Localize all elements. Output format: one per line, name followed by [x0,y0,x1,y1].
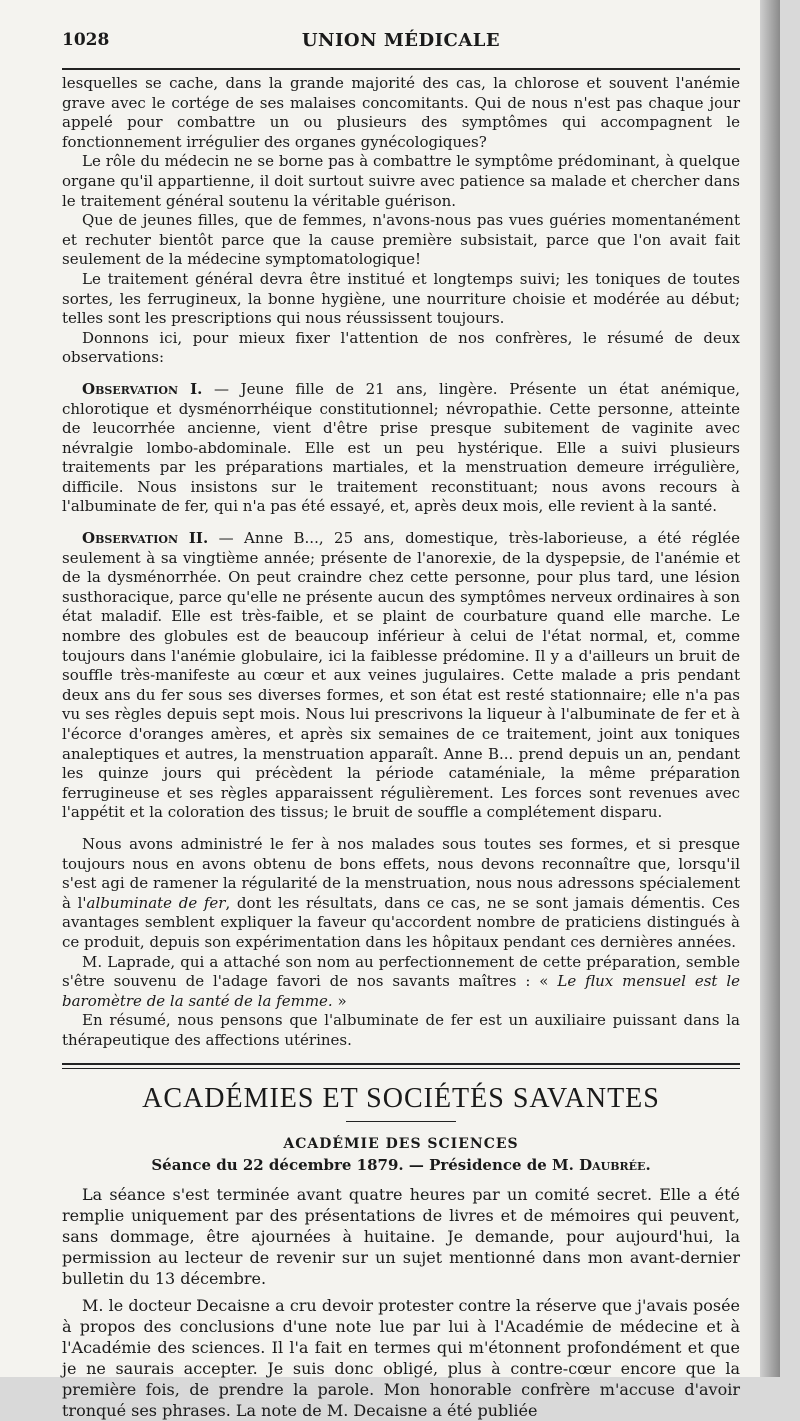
section-divider [62,1063,740,1069]
observation-label: Observation I. [82,379,203,398]
spacer [62,823,740,835]
paragraph [62,835,740,953]
president-name: Daubrée [579,1155,646,1174]
text-run: Séance du 22 décembre 1879. — Présidence de M. [151,1155,580,1174]
header-rule [62,68,740,70]
text-run: » [332,991,347,1010]
observation-text: — Jeune fille de 21 ans, lingère. Présente un état anémique, chlorotique et dysménorrhéique constitutionnel; névropathie. Cette personne, atteinte de leucorrhée ancienne, vient d'être prise presque subitement de vaginite avec névralgie lombo-abdominale. Elle est un peu hystérique. Elle a suivi plusieurs traitements par les préparations martiales, et la menstruation demeure irrégulière, difficile. Nous insistons sur le traitement reconstituant; nous avons recours à l'albuminate de fer, qui n'a pas été essayé, et, après deux mois, elle revient à la santé. [62,379,740,516]
title-rule [346,1121,456,1122]
spacer [62,517,740,529]
paragraph: La séance s'est terminée avant quatre heures par un comité secret. Elle a été remplie uniquement par des présentations de livres et de mémoires qui peuvent, sans dommage, être ajournées à huitaine. Je demande, pour aujourd'hui, la permission au lecteur de revenir sur un sujet mentionné dans mon avant-dernier bulletin du 13 décembre. [62,1184,740,1288]
observation-1 [62,380,740,517]
paragraph [62,953,740,1012]
text-run: M. Laprade, qui a attaché son nom au perfectionnement de cette préparation, semble s'être souvenu de l'adage favori de nos savants maîtres : « [62,952,740,991]
paragraph: En résumé, nous pensons que l'albuminate de fer est un auxiliaire puissant dans la thérapeutique des affections utérines. [62,1011,740,1049]
observation-text: — Anne B..., 25 ans, domestique, très-laborieuse, a été réglée seulement à sa vingtième année; présente de l'anorexie, de la dyspepsie, de l'anémie et de la dysménorrhée. On peut craindre chez cette personne, pour plus tard, une lésion susthoracique, parce qu'elle ne présente aucun des symptômes nerveux ordinaires à son état maladif. Elle est très-faible, et se plaint de courbature quand elle marche. Le nombre des globules est de beaucoup inférieur à celui de l'état normal, et, comme toujours dans l'anémie globulaire, ici la faiblesse prédomine. Il y a d'ailleurs un bruit de souffle très-manifeste au cœur et aux veines jugulaires. Cette malade a pris pendant deux ans du fer sous ses diverses formes, et son état est resté stationnaire; elle n'a pas vu ses règles depuis sept mois. Nous lui prescrivons la liqueur à l'albuminate de fer et à l'écorce d'oranges amères, et après six semaines de ce traitement, joint aux toniques analeptiques et autres, la menstruation apparaît. Anne B... prend depuis un an, pendant les quinze jours qui précèdent la période cataméniale, la même préparation ferrugineuse et ses règles apparaissent régulièrement. Les forces sont revenues avec l'appétit et la coloration des tissus; le bruit de souffle a complétement disparu. [62,529,740,822]
page-number: 1028 [62,30,110,50]
page-header [62,30,740,66]
text-run: , dont les résultats, dans ce cas, ne se sont jamais démentis. Ces avantages semblent expliquer la faveur qu'accordent nombre de praticiens distingués à ce produit, depuis son expérimentation dans les hôpitaux pendant ces dernières années. [62,893,740,951]
paragraph: M. le docteur Decaisne a cru devoir protester contre la réserve que j'avais posée à propos des conclusions d'une note lue par lui à l'Académie de médecine et à l'Académie des sciences. Il l'a fait en termes qui m'étonnent profondément et que je ne saurais accepter. Je suis donc obligé, plus à contre-cœur encore que la première fois, de prendre la parole. Mon honorable confrère m'accuse d'avoir tronqué ses phrases. La note de M. Decaisne a été publiée [62,1295,740,1420]
italic-text: albuminate de fer [86,893,226,912]
paragraph: Le traitement général devra être institué et longtemps suivi; les toniques de toutes sortes, les ferrugineux, la bonne hygiène, une nourriture choisie et modérée au début; telles sont les prescriptions qui nous réussissent toujours. [62,269,740,328]
observation-label: Observation II. [82,529,209,548]
seance-line [62,1156,740,1174]
text-run: Nous avons administré le fer à nos malades sous toutes ses formes, et si presque toujours nous en avons obtenu de bons effets, nous devons reconnaître que, lorsqu'il s'est agi de ramener la régularité de la menstruation, nous nous adressons spécialement à l' [62,834,740,912]
section-title: ACADÉMIES ET SOCIÉTÉS SAVANTES [142,1082,660,1114]
subsection-heading: ACADÉMIE DES SCIENCES [283,1135,519,1152]
section-body [62,1184,740,1421]
page-edge-shadow [760,0,780,1377]
spacer [62,368,740,380]
italic-quote: Le flux mensuel est le baromètre de la santé de la femme. [62,972,740,1010]
observation-2 [62,529,740,823]
paragraph: Le rôle du médecin ne se borne pas à combattre le symptôme prédominant, à quelque organe qu'il appartienne, il doit surtout suivre avec patience sa malade et chercher dans le traitement général soutenu la véritable guérison. [62,152,740,210]
paragraph: lesquelles se cache, dans la grande majorité des cas, la chlorose et souvent l'anémie grave avec le cortége de ses malaises concomitants. Qui de nous n'est pas chaque jour appelé pour combattre un ou plusieurs des symptômes qui accompagnent le fonctionnement irrégulier des organes gynécologiques? [62,74,740,151]
running-head: UNION MÉDICALE [301,30,501,51]
paragraph: Que de jeunes filles, que de femmes, n'avons-nous pas vues guéries momentanément et rechuter bientôt parce que la cause première subsistait, parce que l'on avait fait seulement de la médecine symptomatologique! [62,211,740,269]
text-run: . [645,1155,651,1174]
paragraph: Donnons ici, pour mieux fixer l'attention de nos confrères, le résumé de deux observations: [62,328,740,367]
